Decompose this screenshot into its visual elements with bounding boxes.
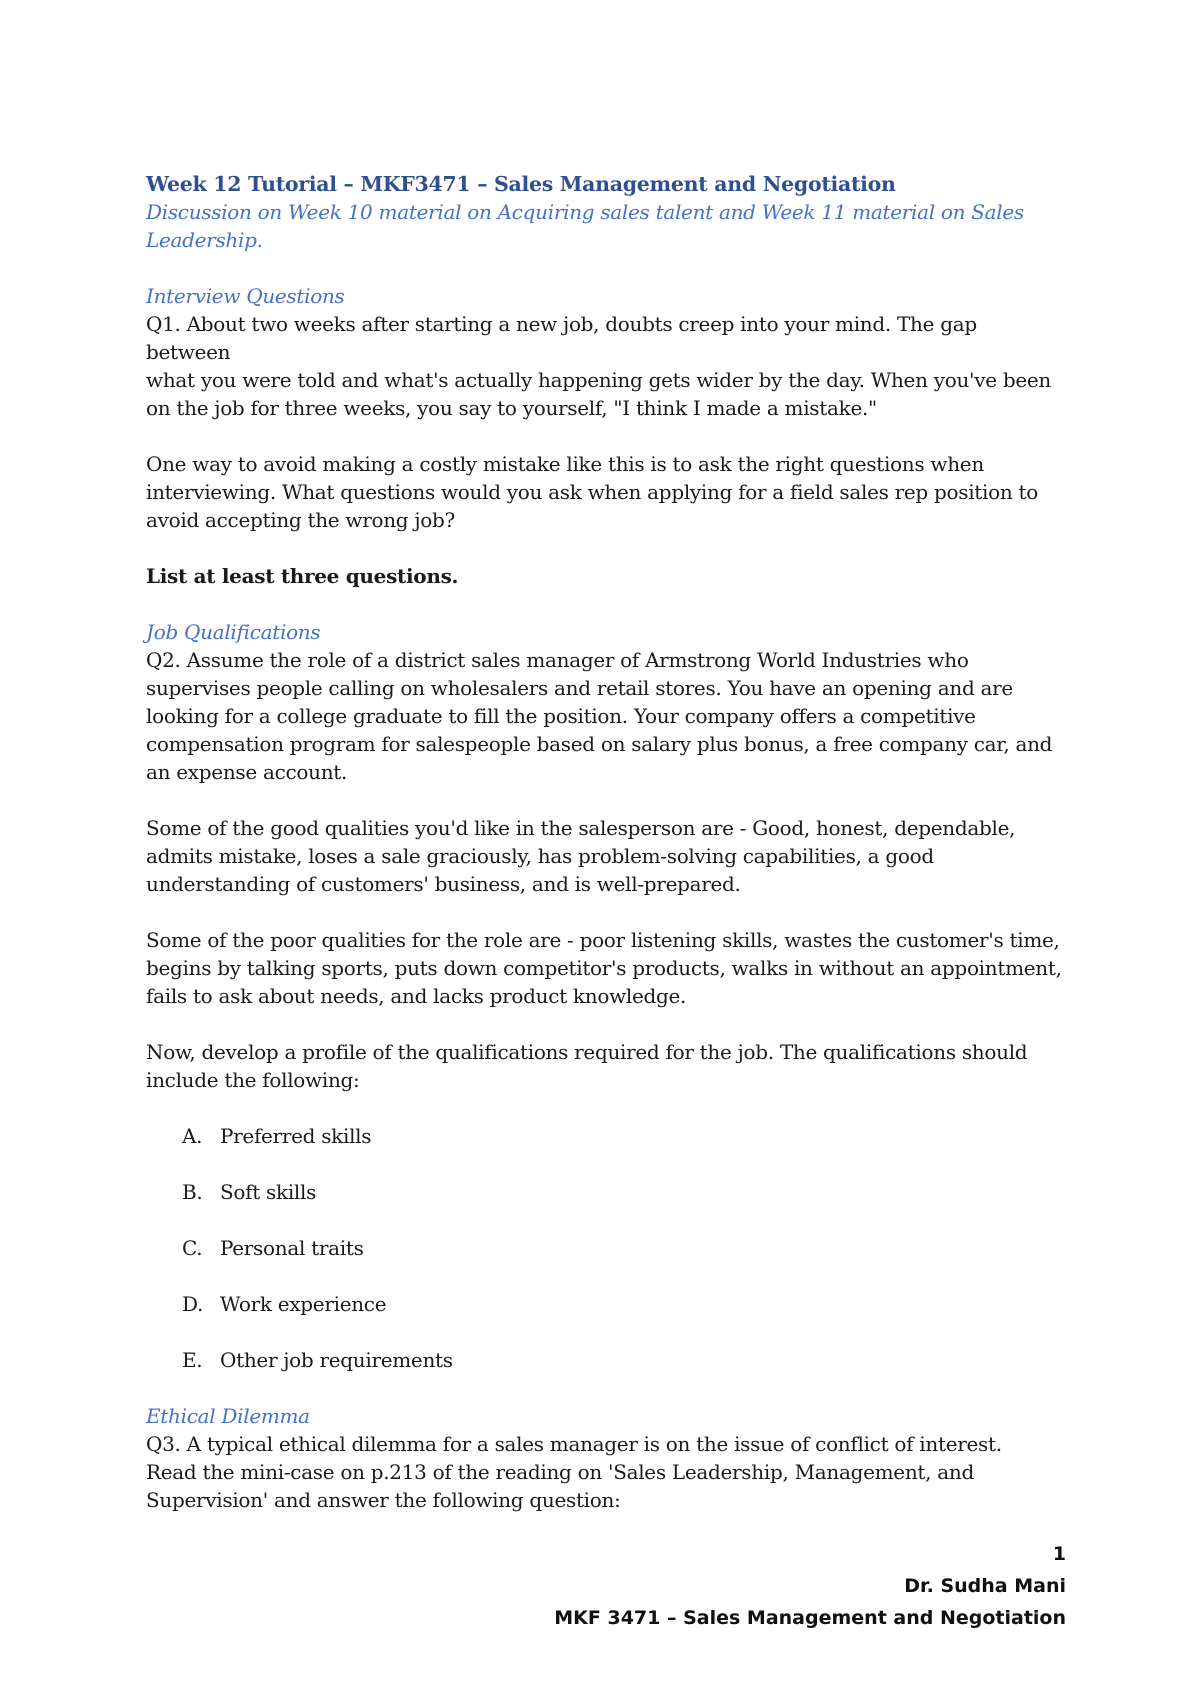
spacer [146, 898, 1066, 926]
interview-paragraph-line: avoid accepting the wrong job? [146, 508, 455, 532]
footer-author: Dr. Sudha Mani [904, 1575, 1066, 1597]
profile-line: include the following: [146, 1068, 360, 1092]
document-body [146, 170, 1066, 1514]
list-marker: C. [182, 1236, 203, 1260]
interview-instruction: List at least three questions. [146, 564, 459, 588]
good-qualities-line: Some of the good qualities you'd like in the salesperson are - Good, honest, dependable, [146, 816, 1016, 840]
good-qualities-line: understanding of customers' business, and is well-prepared. [146, 872, 741, 896]
list-marker: B. [182, 1180, 203, 1204]
q2-line: an expense account. [146, 760, 348, 784]
list-item [146, 1346, 1066, 1374]
profile-line: Now, develop a profile of the qualifications required for the job. The qualifications should [146, 1040, 1028, 1064]
list-item-label: Soft skills [220, 1180, 317, 1204]
section-heading-qualifications: Job Qualifications [146, 620, 321, 644]
poor-qualities-line: begins by talking sports, puts down competitor's products, walks in without an appointment, [146, 956, 1062, 980]
q2-line: compensation program for salespeople based on salary plus bonus, a free company car, and [146, 732, 1053, 756]
document-title: Week 12 Tutorial – MKF3471 – Sales Management and Negotiation [146, 172, 896, 196]
list-item-label: Other job requirements [220, 1348, 453, 1372]
list-item-label: Work experience [220, 1292, 387, 1316]
list-item-label: Preferred skills [220, 1124, 372, 1148]
section-heading-ethics: Ethical Dilemma [146, 1404, 310, 1428]
q2-line: looking for a college graduate to fill the position. Your company offers a competitive [146, 704, 976, 728]
list-item [146, 1234, 1066, 1262]
q3-line: Q3. A typical ethical dilemma for a sales manager is on the issue of conflict of interest. [146, 1432, 1002, 1456]
spacer [146, 534, 1066, 562]
list-marker: D. [182, 1292, 204, 1316]
spacer [146, 422, 1066, 450]
q2-line: supervises people calling on wholesalers and retail stores. You have an opening and are [146, 676, 1013, 700]
list-item [146, 1122, 1066, 1150]
spacer [146, 786, 1066, 814]
document-subtitle-line-2: Leadership. [146, 228, 263, 252]
section-heading-interview: Interview Questions [146, 284, 345, 308]
footer-course: MKF 3471 – Sales Management and Negotiation [554, 1607, 1066, 1629]
q3-line: Supervision' and answer the following question: [146, 1488, 621, 1512]
spacer [146, 1010, 1066, 1038]
list-marker: E. [182, 1348, 203, 1372]
spacer [146, 1094, 1066, 1122]
document-subtitle-line-1: Discussion on Week 10 material on Acquiring sales talent and Week 11 material on Sales [146, 200, 1024, 224]
page-footer [554, 1538, 1066, 1634]
qualifications-list [146, 1122, 1066, 1374]
spacer [146, 590, 1066, 618]
good-qualities-line: admits mistake, loses a sale graciously, has problem-solving capabilities, a good [146, 844, 934, 868]
list-item [146, 1290, 1066, 1318]
poor-qualities-line: fails to ask about needs, and lacks product knowledge. [146, 984, 687, 1008]
q3-line: Read the mini-case on p.213 of the reading on 'Sales Leadership, Management, and [146, 1460, 974, 1484]
list-marker: A. [182, 1124, 203, 1148]
q1-line: what you were told and what's actually happening gets wider by the day. When you've been [146, 368, 1051, 392]
spacer [146, 1374, 1066, 1402]
spacer [146, 254, 1066, 282]
list-item [146, 1178, 1066, 1206]
interview-paragraph-line: interviewing. What questions would you ask when applying for a field sales rep position to [146, 480, 1038, 504]
poor-qualities-line: Some of the poor qualities for the role are - poor listening skills, wastes the customer's time, [146, 928, 1060, 952]
interview-paragraph-line: One way to avoid making a costly mistake like this is to ask the right questions when [146, 452, 984, 476]
page-number: 1 [1052, 1543, 1066, 1565]
list-item-label: Personal traits [220, 1236, 364, 1260]
q2-line: Q2. Assume the role of a district sales manager of Armstrong World Industries who [146, 648, 969, 672]
q1-line: Q1. About two weeks after starting a new job, doubts creep into your mind. The gap between [146, 312, 977, 364]
q1-line: on the job for three weeks, you say to yourself, "I think I made a mistake." [146, 396, 877, 420]
